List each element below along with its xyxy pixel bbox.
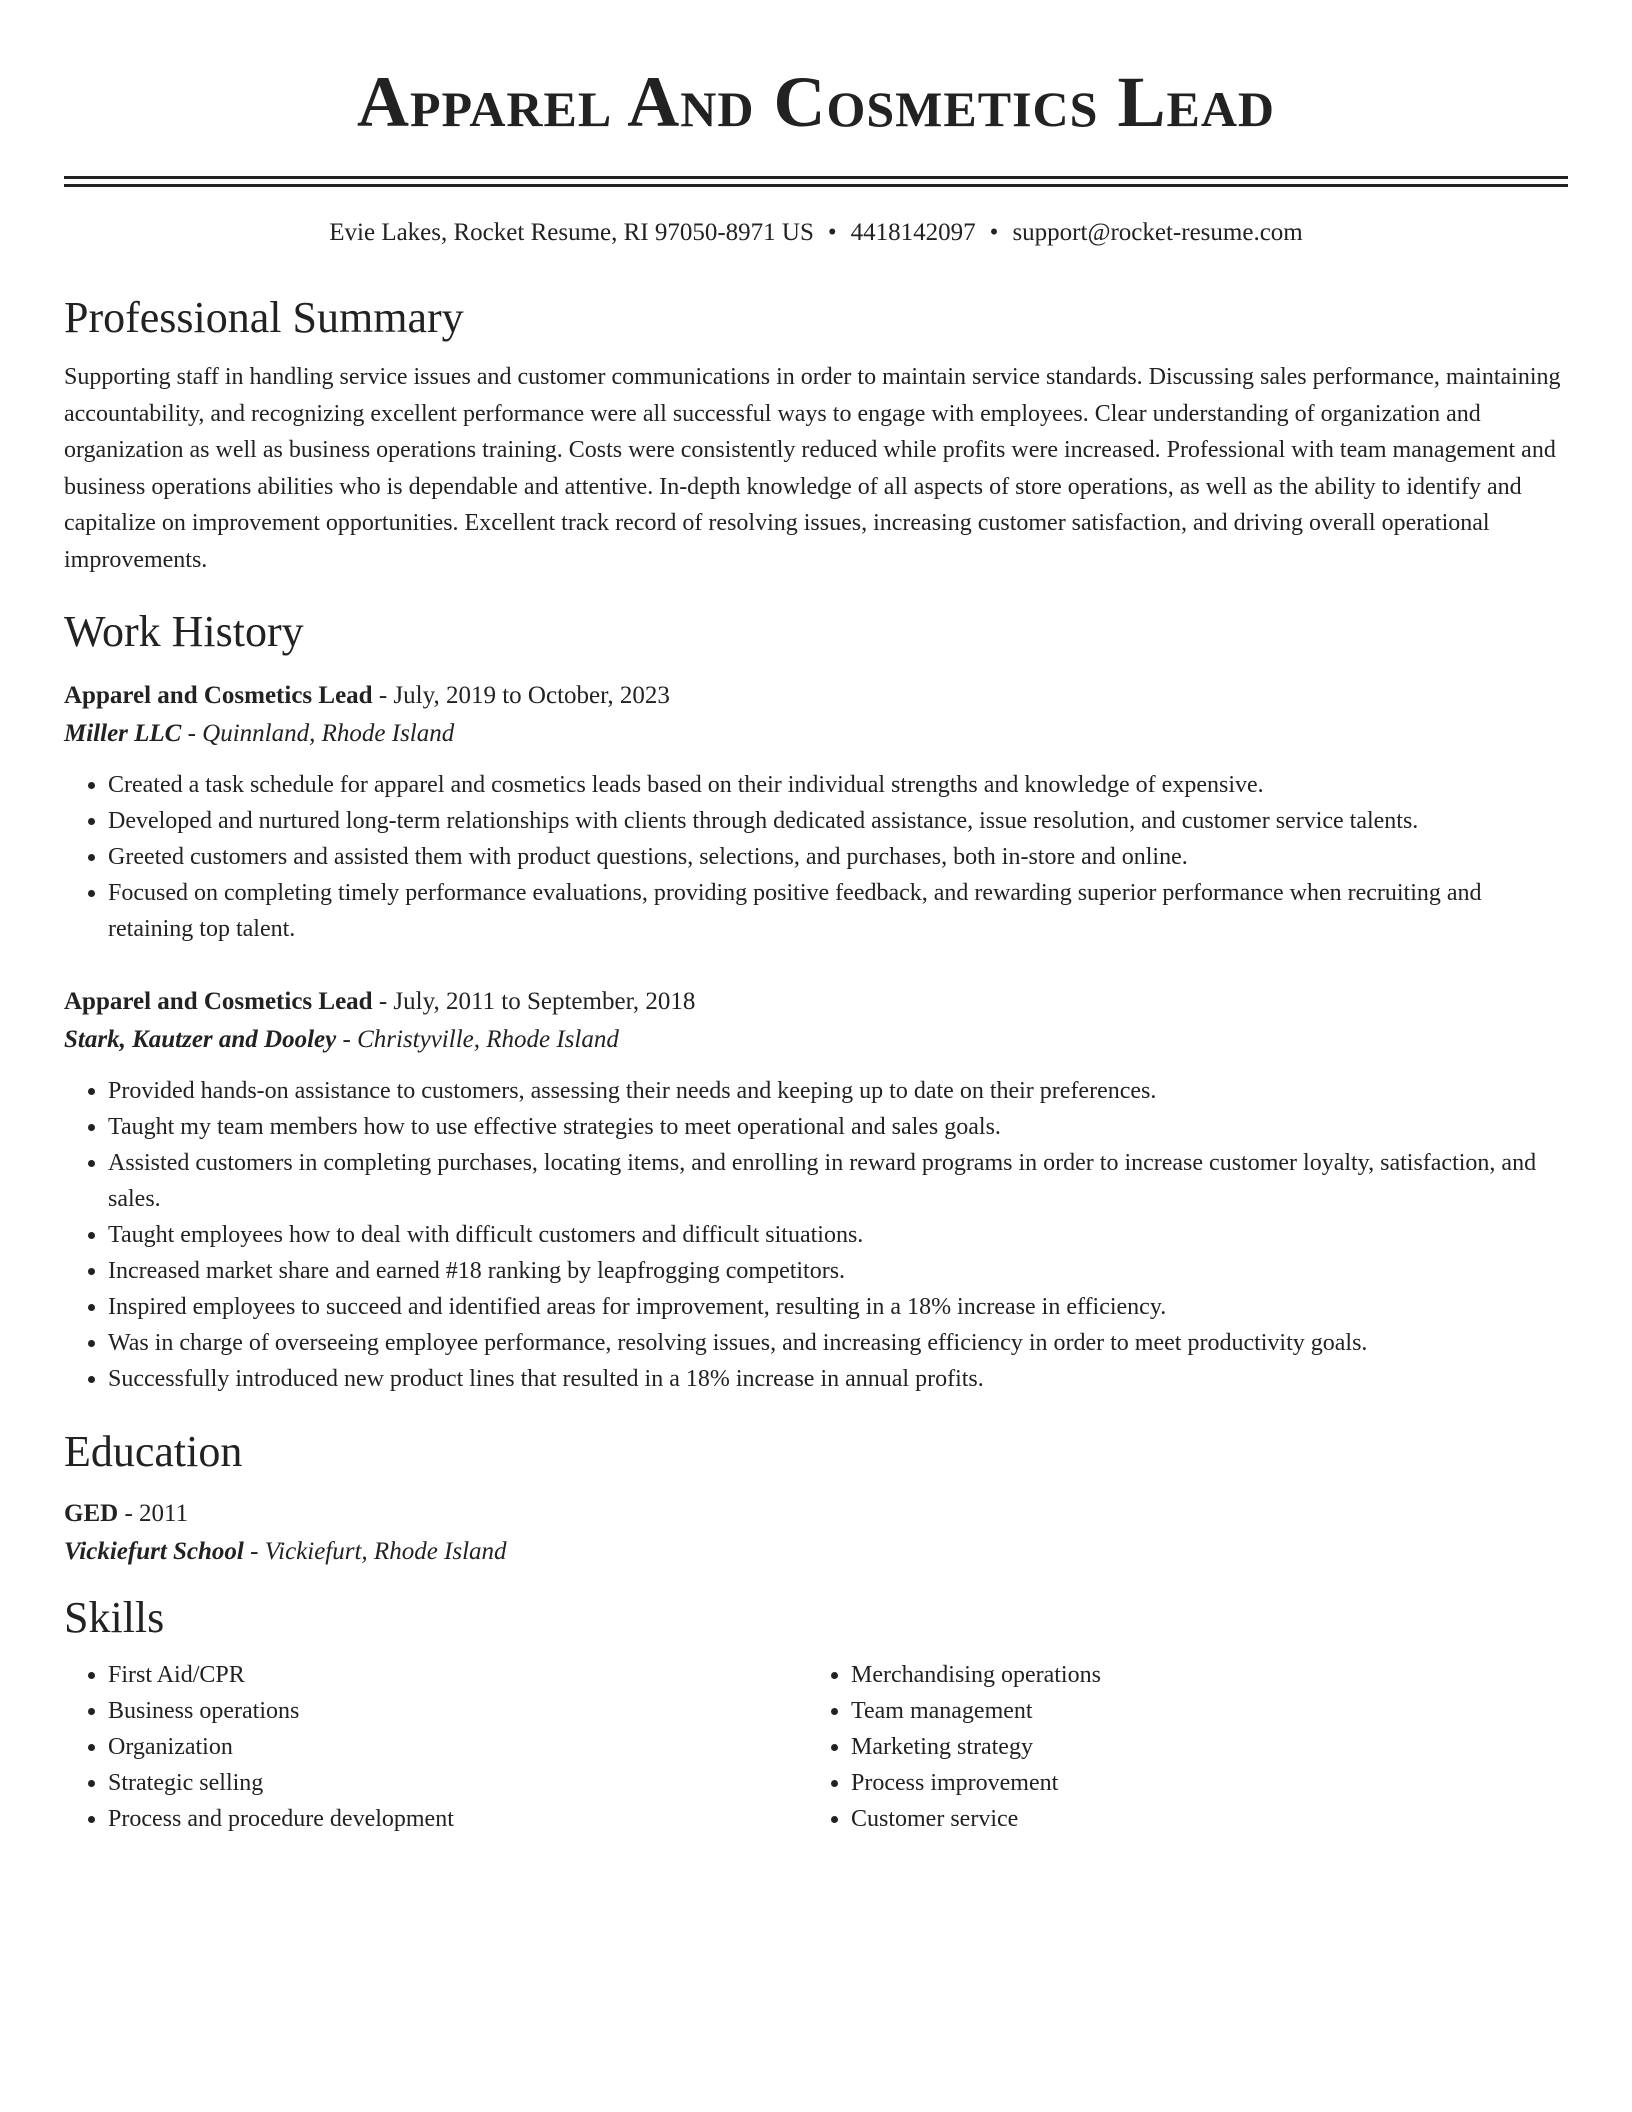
contact-separator: •	[989, 219, 999, 246]
job-bullet: • Inspired employees to succeed and identified areas for improvement, resulting in a 18% increase in efficiency.	[108, 1289, 1568, 1325]
job-role: Apparel and Cosmetics Lead	[64, 987, 373, 1015]
skill-item: • Organization	[108, 1729, 807, 1765]
job-bullet: • Created a task schedule for apparel and cosmetics leads based on their individual strengths and knowledge of expensive.	[108, 767, 1568, 803]
job-bullet: • Taught employees how to deal with difficult customers and difficult situations.	[108, 1217, 1568, 1253]
summary-heading: Professional Summary	[64, 293, 464, 342]
job-location: - Quinnland, Rhode Island	[181, 719, 455, 747]
education-degree: GED	[64, 1499, 119, 1527]
skill-item: • Process improvement	[851, 1765, 1550, 1801]
summary-text: Supporting staff in handling service issues and customer communications in order to maintain service standards. Discussing sales performance, maintaining accountability, and recognizing excellent performance were all successful ways to engage with employees. Clear understanding of organization and organization as well as business operations training. Costs were consistently reduced while profits were increased. Professional with team management and business operations abilities who is dependable and attentive. In-depth knowledge of all aspects of store operations, as well as the ability to identify and capitalize on improvement opportunities. Excellent track record of resolving issues, increasing customer satisfaction, and driving overall operational improvements.	[64, 364, 1561, 573]
job-bullet: • Increased market share and earned #18 ranking by leapfrogging competitors.	[108, 1253, 1568, 1289]
job-bullet: • Provided hands-on assistance to customers, assessing their needs and keeping up to date on their preferences.	[108, 1073, 1568, 1109]
contact-line	[64, 217, 1568, 249]
job-dates: - July, 2019 to October, 2023	[372, 681, 670, 709]
skill-item: • Marketing strategy	[851, 1729, 1550, 1765]
job-bullet: • Was in charge of overseeing employee performance, resolving issues, and increasing efficiency in order to meet productivity goals.	[108, 1325, 1568, 1361]
contact-separator: •	[827, 219, 837, 246]
skill-item: • Business operations	[108, 1693, 807, 1729]
employer-line	[64, 1021, 1568, 1059]
job-bullet: • Successfully introduced new product lines that resulted in a 18% increase in annual profits.	[108, 1361, 1568, 1397]
job-location: - Christyville, Rhode Island	[336, 1025, 619, 1053]
school-line	[64, 1533, 1568, 1571]
job-bullets	[64, 767, 1568, 947]
job-company: Miller LLC	[64, 719, 182, 747]
job-title-line	[64, 677, 1568, 715]
degree-line	[64, 1495, 1568, 1533]
contact-email: support@rocket-resume.com	[1012, 219, 1303, 246]
job-bullet: • Developed and nurtured long-term relationships with clients through dedicated assistance, issue resolution, and customer service talents.	[108, 803, 1568, 839]
job-bullet: • Focused on completing timely performance evaluations, providing positive feedback, and rewarding superior performance when recruiting and retaining top talent.	[108, 875, 1568, 947]
resume-title: Apparel And Cosmetics Lead	[356, 62, 1276, 142]
job-dates: - July, 2011 to September, 2018	[372, 987, 696, 1015]
skill-item: • First Aid/CPR	[108, 1657, 807, 1693]
skills-column-left	[64, 1657, 807, 1837]
employer-line	[64, 715, 1568, 753]
job-role: Apparel and Cosmetics Lead	[64, 681, 373, 709]
job-bullet: • Assisted customers in completing purchases, locating items, and enrolling in reward programs in order to increase customer loyalty, satisfaction, and sales.	[108, 1145, 1568, 1217]
job-entry	[64, 983, 1568, 1397]
job-company: Stark, Kautzer and Dooley	[64, 1025, 337, 1053]
work-history-heading: Work History	[64, 606, 304, 656]
skill-item: • Strategic selling	[108, 1765, 807, 1801]
job-bullet: • Greeted customers and assisted them with product questions, selections, and purchases, both in-store and online.	[108, 839, 1568, 875]
skill-item: • Merchandising operations	[851, 1657, 1550, 1693]
job-entry	[64, 677, 1568, 947]
skills-heading: Skills	[64, 1592, 165, 1642]
skill-item: • Customer service	[851, 1801, 1550, 1837]
education-year: - 2011	[118, 1499, 189, 1527]
skill-item: • Team management	[851, 1693, 1550, 1729]
job-bullets	[64, 1073, 1568, 1397]
education-location: - Vickiefurt, Rhode Island	[243, 1537, 507, 1565]
contact-phone: 4418142097	[850, 219, 976, 246]
contact-address: Evie Lakes, Rocket Resume, RI 97050-8971 US	[329, 219, 814, 246]
education-entry	[64, 1495, 1568, 1571]
education-heading: Education	[64, 1426, 243, 1476]
job-title-line	[64, 983, 1568, 1021]
title-rule-bottom	[64, 184, 1568, 187]
skills-list	[64, 1657, 1568, 1837]
skill-item: • Process and procedure development	[108, 1801, 807, 1837]
education-school: Vickiefurt School	[64, 1537, 244, 1565]
skills-column-right	[807, 1657, 1550, 1837]
job-bullet: • Taught my team members how to use effective strategies to meet operational and sales goals.	[108, 1109, 1568, 1145]
